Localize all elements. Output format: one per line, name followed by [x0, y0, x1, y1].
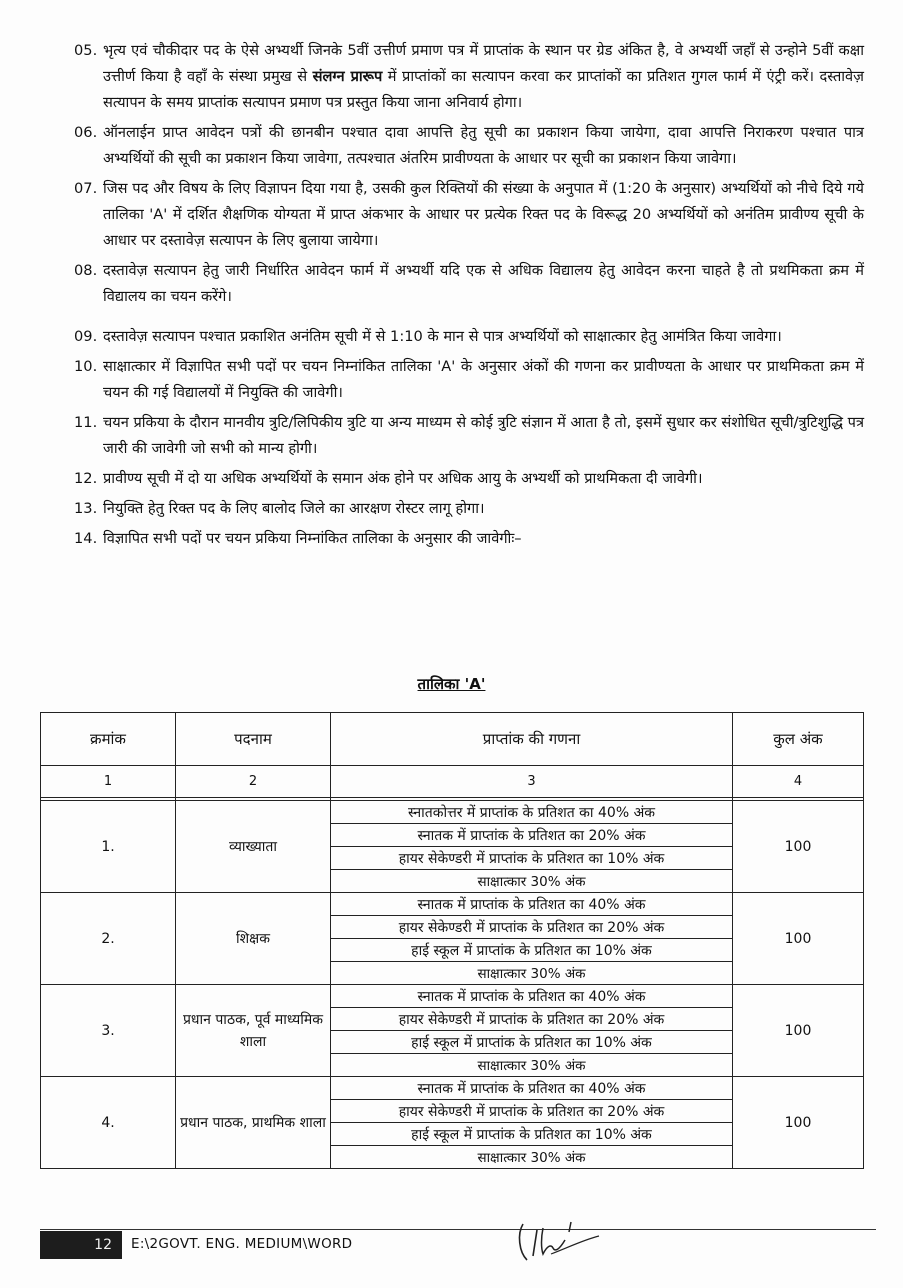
clause-text: दस्तावेज़ सत्यापन हेतु जारी निर्धारित आवेदन फार्म में अभ्यर्थी यदि एक से अधिक विद्यालय हेतु आवेदन करना चाहते है तो प्रथमिकता क्रम में विद्यालय का चयन करेंगे।	[103, 262, 864, 305]
criteria-cell: साक्षात्कार 30% अंक	[331, 1054, 733, 1077]
criteria-cell: साक्षात्कार 30% अंक	[331, 1146, 733, 1169]
clause-number: 14.	[74, 530, 98, 547]
criteria-cell: हाई स्कूल में प्राप्तांक के प्रतिशत का 10% अंक	[331, 1123, 733, 1146]
table-header-row	[41, 713, 864, 766]
total-marks-cell: 100	[733, 985, 864, 1077]
clause-text: ऑनलाईन प्राप्त आवेदन पत्रों की छानबीन पश्चात दावा आपत्ति हेतु सूची का प्रकाशन किया जायेगा, दावा आपत्ति निराकरण पश्चात पात्र अभ्यर्थियों की सूची का प्रकाशन किया जावेगा, तत्पश्चात अंतरिम प्रावीण्यता के आधार पर सूची का प्रकाशन किया जावेगा।	[103, 124, 864, 167]
criteria-cell: हायर सेकेण्डरी में प्राप्तांक के प्रतिशत का 10% अंक	[331, 847, 733, 870]
clause-item	[74, 120, 864, 172]
criteria-cell: स्नातक में प्राप्तांक के प्रतिशत का 40% अंक	[331, 893, 733, 916]
total-marks-cell: 100	[733, 1077, 864, 1169]
serial-number-cell: 3.	[41, 985, 176, 1077]
clause-number: 09.	[74, 328, 98, 345]
clause-item	[74, 354, 864, 406]
clause-text: साक्षात्कार में विज्ञापित सभी पदों पर चयन निम्नांकित तालिका 'A' के अनुसार अंकों की गणना कर प्रावीण्यता के आधार पर प्राथमिकता क्रम में चयन की गई विद्यालयों में नियुक्ति की जावेगी।	[103, 358, 865, 401]
post-name-cell: प्रधान पाठक, पूर्व माध्यमिक शाला	[176, 985, 331, 1077]
criteria-cell: हायर सेकेण्डरी में प्राप्तांक के प्रतिशत का 20% अंक	[331, 916, 733, 939]
criteria-cell: स्नातक में प्राप्तांक के प्रतिशत का 40% अंक	[331, 1077, 733, 1100]
signature-mark	[515, 1218, 605, 1266]
criteria-cell: हाई स्कूल में प्राप्तांक के प्रतिशत का 10% अंक	[331, 939, 733, 962]
clause-list	[74, 38, 864, 552]
criteria-cell: स्नातक में प्राप्तांक के प्रतिशत का 20% अंक	[331, 824, 733, 847]
clause-text: विज्ञापित सभी पदों पर चयन प्रकिया निम्नांकित तालिका के अनुसार की जावेगीः–	[103, 530, 522, 547]
criteria-cell: स्नातक में प्राप्तांक के प्रतिशत का 40% अंक	[331, 985, 733, 1008]
column-header-sno: क्रमांक	[41, 713, 176, 766]
clause-number: 08.	[74, 262, 98, 279]
clause-item	[74, 324, 864, 350]
table-row	[41, 1077, 864, 1100]
criteria-cell: स्नातकोत्तर में प्राप्तांक के प्रतिशत का 40% अंक	[331, 801, 733, 824]
clause-text: दस्तावेज़ सत्यापन पश्चात प्रकाशित अनंतिम सूची में से 1:10 के मान से पात्र अभ्यर्थियों को साक्षात्कार हेतु आमंत्रित किया जावेगा।	[103, 328, 782, 345]
clause-text: नियुक्ति हेतु रिक्त पद के लिए बालोद जिले का आरक्षण रोस्टर लागू होगा।	[103, 500, 485, 517]
total-marks-cell: 100	[733, 801, 864, 893]
clause-number: 06.	[74, 124, 98, 141]
post-name-cell: शिक्षक	[176, 893, 331, 985]
index-cell: 1	[41, 766, 176, 798]
clause-item	[74, 38, 864, 116]
criteria-cell: हाई स्कूल में प्राप्तांक के प्रतिशत का 10% अंक	[331, 1031, 733, 1054]
clause-text: भृत्य एवं चौकीदार पद के ऐसे अभ्यर्थी जिनके 5वीं उत्तीर्ण प्रमाण पत्र में प्राप्तांक के स्थान पर ग्रेड अंकित है, वे अभ्यर्थी जहाँ से उन्होने 5वीं कक्षा उत्तीर्ण किया है वहाँ के संस्था प्रमुख से संलग्न प्रारूप में प्राप्तांकों का सत्यापन करवा कर प्राप्तांकों का प्रतिशत गुगल फार्म में एंट्री करें। दस्तावेज़ सत्यापन के समय प्राप्तांक सत्यापन प्रमाण पत्र प्रस्तुत किया जाना अनिवार्य होगा।	[103, 42, 864, 111]
clause-text: चयन प्रकिया के दौरान मानवीय त्रुटि/लिपिकीय त्रुटि या अन्य माध्यम से कोई त्रुटि संज्ञान में आता है तो, इसमें सुधार कर संशोधित सूची/त्रुटिशुद्धि पत्र जारी की जावेगी जो सभी को मान्य होगी।	[103, 414, 864, 457]
criteria-cell: साक्षात्कार 30% अंक	[331, 870, 733, 893]
serial-number-cell: 2.	[41, 893, 176, 985]
clause-item	[74, 176, 864, 254]
index-cell: 4	[733, 766, 864, 798]
table-row	[41, 893, 864, 916]
clause-item	[74, 258, 864, 310]
criteria-cell: हायर सेकेण्डरी में प्राप्तांक के प्रतिशत का 20% अंक	[331, 1100, 733, 1123]
clause-number: 12.	[74, 470, 98, 487]
criteria-cell: साक्षात्कार 30% अंक	[331, 962, 733, 985]
column-header-total: कुल अंक	[733, 713, 864, 766]
clause-number: 07.	[74, 180, 98, 197]
clause-number: 13.	[74, 500, 98, 517]
footer-divider	[40, 1229, 876, 1230]
clause-item	[74, 496, 864, 522]
clause-item	[74, 466, 864, 492]
total-marks-cell: 100	[733, 893, 864, 985]
clause-text: जिस पद और विषय के लिए विज्ञापन दिया गया है, उसकी कुल रिक्तियों की संख्या के अनुपात में (1:20 के अनुसार) अभ्यर्थियों को नीचे दिये गये तालिका 'A' में दर्शित शैक्षणिक योग्यता में प्राप्त अंकभार के आधार पर प्रत्येक रिक्त पद के विरूद्ध 20 अभ्यर्थियों को अनंतिम प्रावीण्य सूची के आधार पर दस्तावेज़ सत्यापन के लिए बुलाया जायेगा।	[103, 180, 864, 249]
page-number: 12	[40, 1231, 122, 1259]
clause-number: 05.	[74, 42, 98, 59]
post-name-cell: व्याख्याता	[176, 801, 331, 893]
column-header-criteria: प्राप्तांक की गणना	[331, 713, 733, 766]
table-index-row	[41, 766, 864, 798]
post-name-cell: प्रधान पाठक, प्राथमिक शाला	[176, 1077, 331, 1169]
index-cell: 2	[176, 766, 331, 798]
clause-number: 10.	[74, 358, 98, 375]
serial-number-cell: 1.	[41, 801, 176, 893]
table-row	[41, 985, 864, 1008]
marks-table	[40, 712, 864, 1169]
clause-item	[74, 410, 864, 462]
criteria-cell: हायर सेकेण्डरी में प्राप्तांक के प्रतिशत का 20% अंक	[331, 1008, 733, 1031]
serial-number-cell: 4.	[41, 1077, 176, 1169]
column-header-post: पदनाम	[176, 713, 331, 766]
table-row	[41, 801, 864, 824]
table-title: तालिका 'A'	[417, 675, 486, 693]
clause-item	[74, 526, 864, 552]
clause-number: 11.	[74, 414, 98, 431]
index-cell: 3	[331, 766, 733, 798]
clause-bold-text: संलग्न प्रारूप	[312, 68, 383, 85]
footer-file-path: E:\2GOVT. ENG. MEDIUM\WORD	[131, 1236, 353, 1252]
clause-text: प्रावीण्य सूची में दो या अधिक अभ्यर्थियों के समान अंक होने पर अधिक आयु के अभ्यर्थी को प्राथमिकता दी जावेगी।	[103, 470, 703, 487]
